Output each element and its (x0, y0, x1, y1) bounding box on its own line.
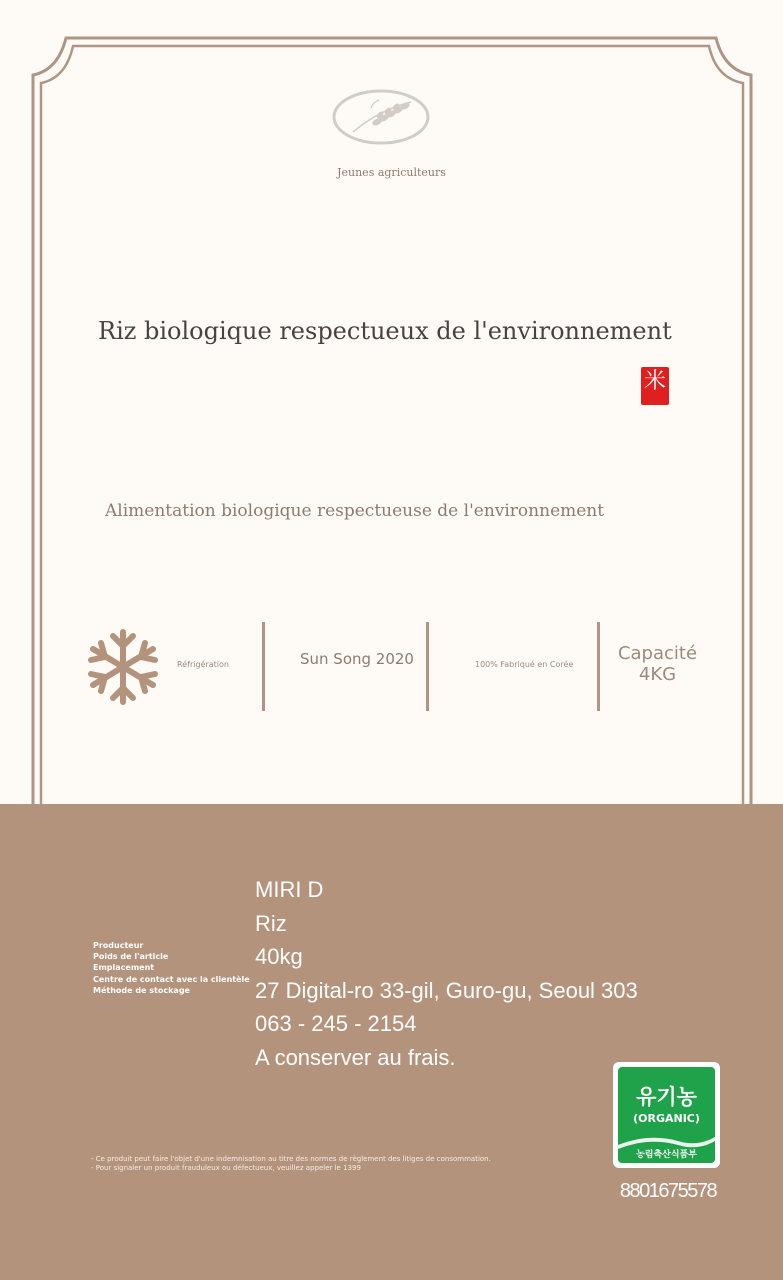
note-line: - Ce produit peut faire l'objet d'une indemnisation au titre des normes de règlement des litiges de consommation. (91, 1155, 491, 1163)
feature-divider (426, 622, 429, 711)
value-weight: 40kg (255, 944, 303, 970)
label-contact: Centre de contact avec la clientèle (93, 974, 250, 984)
label-producer: Producteur (93, 941, 144, 950)
legal-notes (91, 1155, 491, 1173)
feature-divider (597, 622, 600, 711)
value-phone: 063 - 245 - 2154 (255, 1011, 417, 1037)
note-line: - Pour signaler un produit frauduleux ou défectueux, veuillez appeler le 1399 (91, 1164, 361, 1172)
snowflake-icon (86, 628, 160, 706)
product-title: Riz biologique respectueux de l'environnement (98, 317, 672, 345)
product-subtitle: Alimentation biologique respectueuse de l'environnement (105, 501, 605, 521)
feature-origin: 100% Fabriqué en Corée (475, 660, 574, 669)
brand-logo (331, 88, 431, 148)
rice-seal: 米 (641, 367, 669, 405)
wheat-icon (331, 88, 431, 148)
value-product: Riz (255, 910, 287, 936)
value-address: 27 Digital-ro 33-gil, Guro-gu, Seoul 303 (255, 977, 638, 1003)
badge-korean: 유기농 (636, 1085, 697, 1109)
badge-ministry: 농림축산식품부 (636, 1150, 697, 1160)
feature-refrigeration: Réfrigération (177, 660, 229, 669)
capacity-label: Capacité (617, 643, 698, 664)
capacity-value: 4KG (638, 664, 677, 685)
label-weight: Poids de l'article (93, 952, 169, 962)
info-labels (93, 940, 250, 996)
value-storage: A conserver au frais. (255, 1044, 456, 1070)
organic-certification-badge (613, 1062, 720, 1168)
badge-inner (618, 1067, 715, 1163)
brand-caption: Jeunes agriculteurs (337, 166, 446, 179)
value-producer: MIRI D (255, 877, 324, 902)
info-values (255, 873, 638, 1075)
barcode-number: 8801675578 (619, 1180, 717, 1202)
badge-organic: (ORGANIC) (633, 1112, 700, 1125)
label-storage: Méthode de stockage (93, 985, 190, 995)
feature-variety: Sun Song 2020 (300, 650, 414, 668)
feature-divider (262, 622, 265, 711)
label-location: Emplacement (93, 963, 155, 973)
feature-capacity (610, 643, 705, 685)
